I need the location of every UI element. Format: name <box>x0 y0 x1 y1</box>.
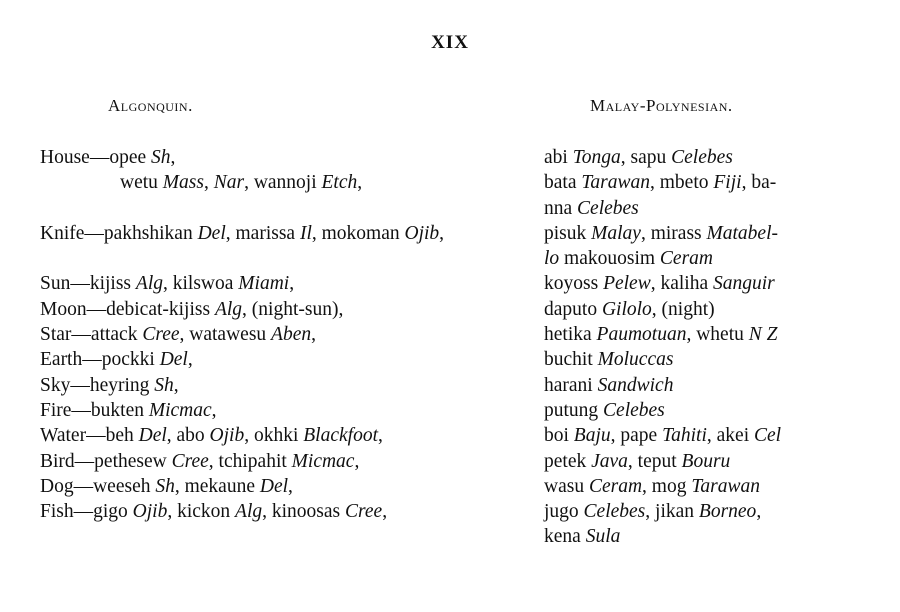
malay-polynesian-entry-line: pisuk Malay, mirass Matabel- <box>544 222 778 244</box>
algonquin-entry-line: Fire—bukten Micmac, <box>40 399 217 421</box>
language-name: Moluccas <box>597 349 674 371</box>
language-name: N Z <box>748 324 778 346</box>
language-name: Etch <box>321 172 358 194</box>
algonquin-entry-line: Moon—debicat-kijiss Alg, (night-sun), <box>40 298 344 320</box>
language-name: Cree <box>142 324 180 346</box>
algonquin-heading: Algonquin. <box>108 96 193 115</box>
language-name: Tarawan <box>691 475 760 497</box>
language-name: Del <box>259 475 289 497</box>
algonquin-entry-line: Star—attack Cree, watawesu Aben, <box>40 324 316 346</box>
language-name: Ceram <box>659 248 714 270</box>
malay-polynesian-entry-line: nna Celebes <box>544 197 639 219</box>
page-number: XIX <box>431 32 469 53</box>
malay-polynesian-entry-line: putung Celebes <box>544 399 665 421</box>
language-name: Celebes <box>603 399 665 421</box>
language-name: Gilolo <box>601 298 652 320</box>
algonquin-entry-line: Earth—pockki Del, <box>40 349 193 371</box>
language-name: Matabel- <box>706 222 778 244</box>
language-name: lo <box>544 248 560 270</box>
malay-polynesian-entry-line: hetika Paumotuan, whetu N Z <box>544 324 778 346</box>
language-name: Fiji <box>713 172 742 194</box>
malay-polynesian-entry-line: lo makouosim Ceram <box>544 248 714 270</box>
language-name: Sh <box>155 475 175 497</box>
language-name: Ceram <box>588 475 643 497</box>
algonquin-entry-line: Knife—pakhshikan Del, marissa Il, mokoman Ojib, <box>40 222 445 244</box>
algonquin-entry-line: House—opee Sh, <box>40 147 176 168</box>
language-name: Sh <box>154 374 174 396</box>
algonquin-entry-line: Water—beh Del, abo Ojib, okhki Blackfoot, <box>40 425 383 447</box>
language-name: Alg <box>214 298 243 320</box>
language-name: Cree <box>171 450 209 472</box>
algonquin-word-list <box>40 145 535 524</box>
language-name: Aben <box>271 324 312 346</box>
malay-polynesian-word-list <box>544 145 864 550</box>
language-name: Del <box>159 349 188 371</box>
language-name: Del <box>197 222 226 244</box>
language-name: Alg <box>235 501 263 523</box>
language-name: Del <box>138 425 167 447</box>
malay-polynesian-heading: Malay-Polynesian. <box>590 96 733 115</box>
language-name: Tonga <box>572 147 621 168</box>
language-name: Sula <box>585 526 621 548</box>
malay-polynesian-entry-line: jugo Celebes, jikan Borneo, <box>544 501 762 523</box>
algonquin-entry-line: Sun—kijiss Alg, kilswoa Miami, <box>40 273 295 295</box>
language-name: Nar <box>213 172 245 194</box>
language-name: Borneo <box>698 501 757 523</box>
algonquin-entry-line: Fish—gigo Ojib, kickon Alg, kinoosas Cree, <box>40 501 388 523</box>
algonquin-entry-line: wetu Mass, Nar, wannoji Etch, <box>120 172 363 194</box>
language-name: Baju <box>573 425 611 447</box>
language-name: Ojib <box>404 222 440 244</box>
language-name: Il <box>299 222 312 244</box>
language-name: Celebes <box>671 147 733 168</box>
malay-polynesian-entry-line: abi Tonga, sapu Celebes <box>544 147 733 168</box>
malay-polynesian-entry-line: petek Java, teput Bouru <box>544 450 731 472</box>
malay-polynesian-entry-line: daputo Gilolo, (night) <box>544 298 715 320</box>
language-name: Miami <box>238 273 290 295</box>
blank-line <box>40 246 535 271</box>
language-name: Blackfoot <box>303 425 378 447</box>
malay-polynesian-entry-line: boi Baju, pape Tahiti, akei Cel <box>544 425 782 447</box>
language-name: Tarawan <box>581 172 651 194</box>
language-name: Sh <box>151 147 171 168</box>
language-name: Java <box>591 450 628 472</box>
malay-polynesian-entry-line: wasu Ceram, mog Tarawan <box>544 475 760 497</box>
language-name: Pelew <box>603 273 651 295</box>
blank-line <box>40 196 535 221</box>
language-name: Sandwich <box>597 374 674 396</box>
malay-polynesian-entry-line: kena Sula <box>544 526 621 548</box>
language-name: Cel <box>754 425 782 447</box>
language-name: Micmac <box>291 450 355 472</box>
malay-polynesian-entry-line: bata Tarawan, mbeto Fiji, ba- <box>544 172 777 194</box>
language-name: Micmac <box>148 399 212 421</box>
language-name: Celebes <box>583 501 646 523</box>
language-name: Bouru <box>681 450 731 472</box>
language-name: Alg <box>135 273 163 295</box>
language-name: Malay <box>591 222 641 244</box>
language-name: Tahiti <box>662 425 707 447</box>
language-name: Sanguir <box>713 273 775 295</box>
algonquin-entry-line: Sky—heyring Sh, <box>40 374 179 396</box>
algonquin-entry-line: Bird—pethesew Cree, tchipahit Micmac, <box>40 450 360 472</box>
language-name: Celebes <box>577 197 639 219</box>
language-name: Cree <box>345 501 383 523</box>
algonquin-entry-line: Dog—weeseh Sh, mekaune Del, <box>40 475 293 497</box>
malay-polynesian-entry-line: harani Sandwich <box>544 374 674 396</box>
language-name: Ojib <box>209 425 245 447</box>
language-name: Ojib <box>132 501 168 523</box>
language-name: Paumotuan <box>596 324 687 346</box>
malay-polynesian-entry-line: koyoss Pelew, kaliha Sanguir <box>544 273 775 295</box>
malay-polynesian-entry-line: buchit Moluccas <box>544 349 674 371</box>
language-name: Mass <box>162 172 204 194</box>
